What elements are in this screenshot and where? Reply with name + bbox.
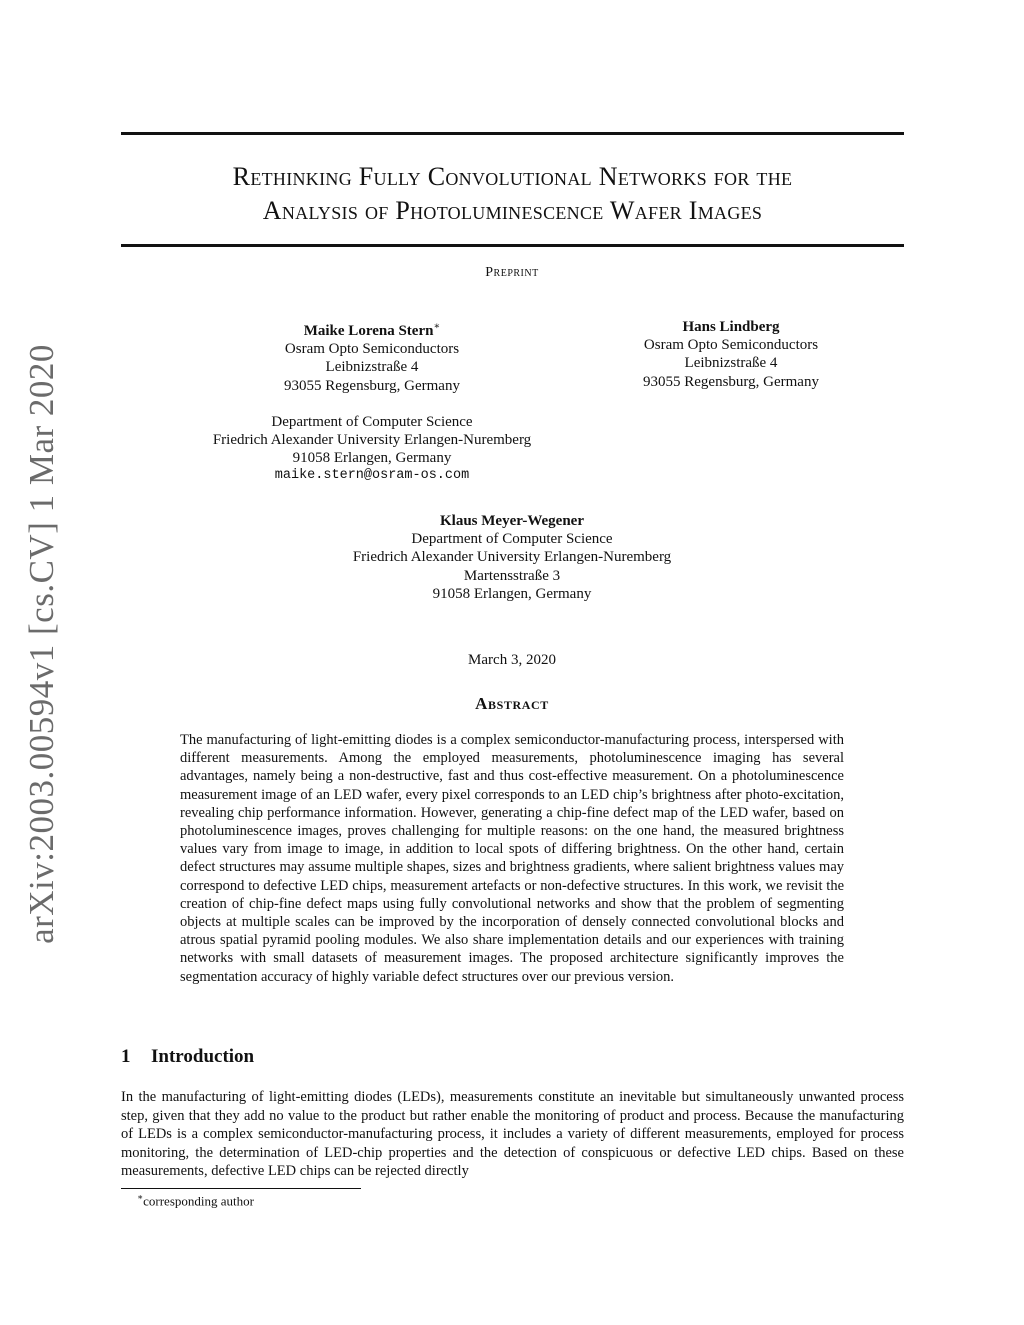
author-affiliation-univ: Friedrich Alexander University Erlangen-Nuremberg bbox=[212, 432, 532, 449]
footnote-text: corresponding author bbox=[143, 1193, 254, 1209]
author-meyer-wegener bbox=[312, 512, 712, 603]
author-affiliation-univ: Friedrich Alexander University Erlangen-Nuremberg bbox=[352, 549, 672, 566]
title-line-2: Analysis of Photoluminescence Wafer Images bbox=[262, 196, 763, 225]
author-stern bbox=[172, 318, 572, 486]
author-name: Hans Lindberg bbox=[682, 319, 780, 335]
section-number: 1 bbox=[121, 1046, 131, 1067]
title-line-1: Rethinking Fully Convolutional Networks for the bbox=[232, 162, 793, 191]
section-heading bbox=[121, 1046, 254, 1068]
publication-date: March 3, 2020 bbox=[468, 652, 556, 668]
title-bottom-rule bbox=[121, 244, 904, 247]
author-name: Klaus Meyer-Wegener bbox=[440, 513, 584, 529]
author-affiliation-street: Martensstraße 3 bbox=[463, 567, 561, 584]
arxiv-stamp: arXiv:2003.00594v1 [cs.CV] 1 Mar 2020 bbox=[22, 344, 61, 944]
author-affiliation-org: Osram Opto Semiconductors bbox=[284, 341, 460, 358]
author-affiliation-dept: Department of Computer Science bbox=[411, 531, 613, 548]
author-affiliation-street: Leibnizstraße 4 bbox=[684, 355, 778, 372]
abstract-heading: Abstract bbox=[475, 694, 549, 713]
paper-title bbox=[121, 160, 904, 228]
author-footnote-marker: ∗ bbox=[433, 321, 441, 332]
author-affiliation-city: 93055 Regensburg, Germany bbox=[284, 377, 460, 394]
footnote-rule bbox=[121, 1188, 361, 1189]
author-affiliation-city: 93055 Regensburg, Germany bbox=[643, 373, 819, 390]
title-top-rule bbox=[121, 132, 904, 135]
author-affiliation-dept: Department of Computer Science bbox=[271, 413, 473, 430]
section-title: Introduction bbox=[151, 1046, 255, 1067]
footnote-marker: ∗ bbox=[137, 1192, 144, 1202]
author-lindberg bbox=[581, 318, 881, 391]
footnote bbox=[137, 1192, 254, 1209]
preprint-label: Preprint bbox=[485, 265, 539, 280]
author-affiliation-city-2: 91058 Erlangen, Germany bbox=[292, 450, 452, 467]
author-affiliation-city: 91058 Erlangen, Germany bbox=[432, 585, 592, 602]
author-name: Maike Lorena Stern bbox=[303, 323, 434, 339]
abstract-text: The manufacturing of light-emitting diodes is a complex semiconductor-manufacturing process, interspersed with different measurements. Among the employed measurements, photoluminescence imaging has several advantages, namely being a non-destructive, fast and thus cost-effective measurement. On a photoluminescence measurement image of an LED wafer, every pixel corresponds to an LED chip’s brightness after photo-excitation, revealing chip performance information. However, generating a chip-fine defect map of the LED wafer, based on photoluminescence images, proves challenging for multiple reasons: on the one hand, the measured brightness values vary from image to image, in addition to local spots of differing brightness. On the other hand, certain defect structures may assume multiple shapes, sizes and brightness gradients, where salient brightness values may correspond to defective LED chips, measurement artefacts or non-defective structures. In this work, we revisit the creation of chip-fine defect maps using fully convolutional networks and show that the problem of segmenting objects at multiple scales can be improved by the incorporation of densely connected convolutional blocks and atrous spatial pyramid pooling modules. We also share implementation details and our experiences with training networks with small datasets of measurement images. The proposed architecture significantly improves the segmentation accuracy of highly variable defect structures over our previous version. bbox=[180, 732, 844, 985]
section-body-text: In the manufacturing of light-emitting diodes (LEDs), measurements constitute an inevitable but simultaneously unwanted process step, given that they add no value to the product but rather enable the monitoring of product and process. Because the manufacturing of LEDs is a complex semiconductor-manufacturing process, it includes a variety of different measurements, employed for process monitoring, the determination of LED-chip properties and the detection of conspicuous or defective LED chips. Based on these measurements, defective LED chips can be rejected directly bbox=[121, 1089, 904, 1180]
author-email[interactable]: maike.stern@osram-os.com bbox=[274, 468, 470, 484]
author-affiliation-street: Leibnizstraße 4 bbox=[325, 359, 419, 376]
author-affiliation-org: Osram Opto Semiconductors bbox=[643, 337, 819, 354]
